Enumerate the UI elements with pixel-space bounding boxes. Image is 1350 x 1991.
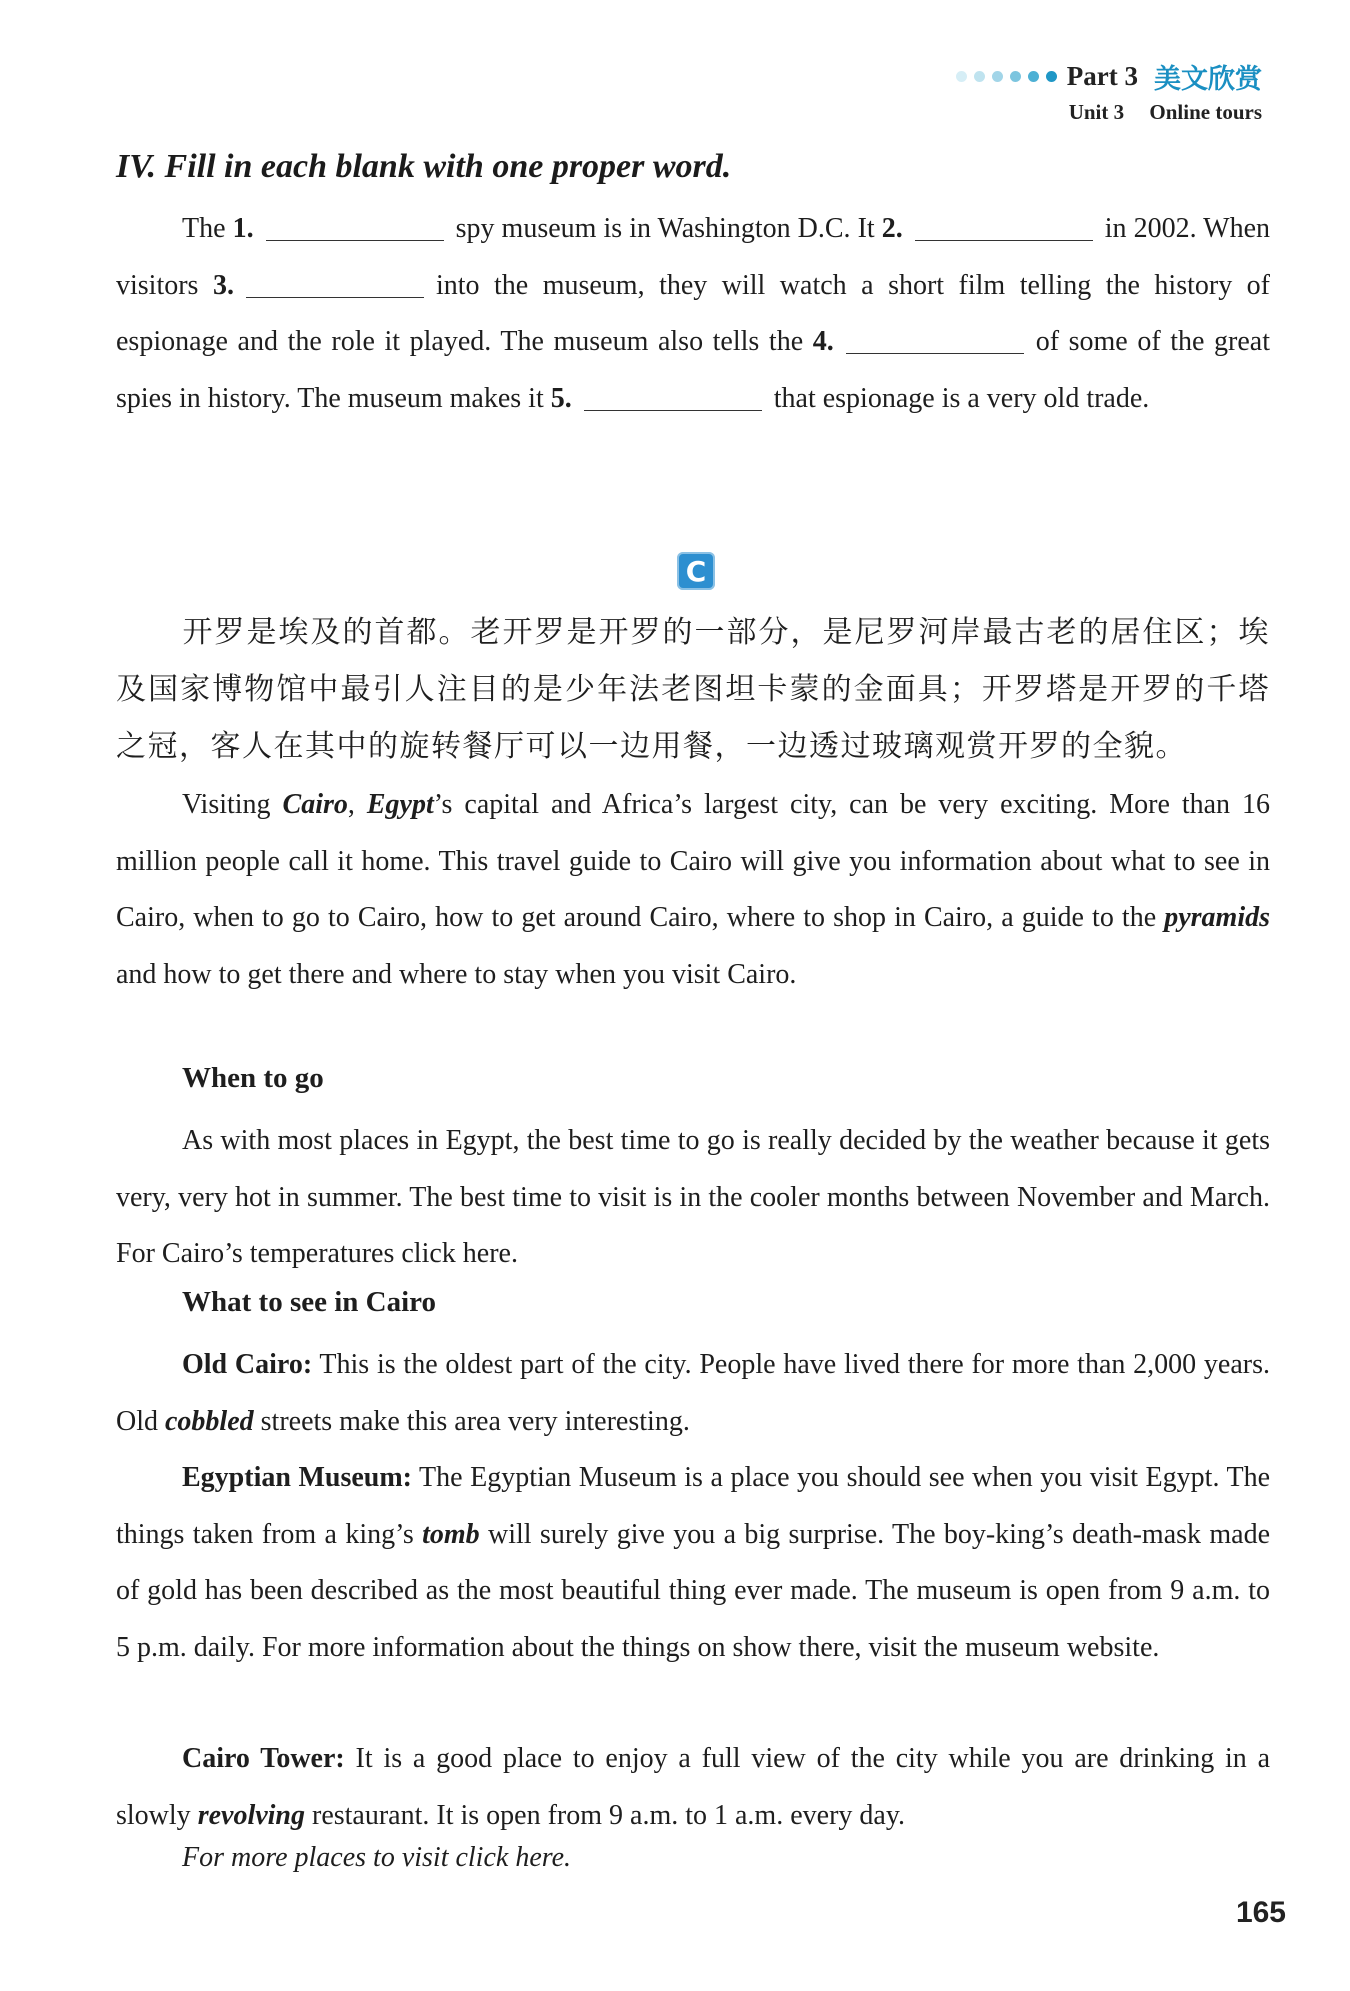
unit-title: Online tours: [1149, 100, 1262, 124]
part-label: Part 3: [1066, 60, 1138, 91]
dot-icon: [974, 71, 985, 82]
exercise-text: of some of the great spies in history. The museum makes it: [116, 326, 1271, 414]
exercise-text: spy museum is in Washington D.C. It: [455, 213, 875, 244]
keyword: Cairo: [282, 789, 348, 820]
dot-icon: [992, 71, 1003, 82]
section-heading-what: What to see in Cairo: [182, 1286, 437, 1318]
article-text: The Egyptian Museum is a place you should see when you visit Egypt. The things taken from a king’s: [116, 1462, 1270, 1550]
chinese-intro: [116, 604, 1270, 775]
keyword: tomb: [422, 1518, 480, 1550]
blank-number: 2.: [881, 213, 903, 244]
article-text: will surely give you a big surprise. The boy-king’s death-mask made of gold has been described as the most beautiful thing ever made. The museum is open from 9 a.m. to 5 p.m. daily. For more information about the things on show there, visit the museum website.: [116, 1518, 1270, 1663]
article-text: and how to get there and where to stay when you visit Cairo.: [116, 958, 797, 990]
blank-number: 4.: [812, 326, 834, 357]
answer-blank[interactable]: [266, 212, 444, 241]
blank-number: 1.: [232, 213, 254, 244]
answer-blank[interactable]: [246, 269, 424, 298]
article-text: Visiting: [182, 789, 271, 820]
article-text: It is a good place to enjoy a full view of the city while you are drinking in a slowly: [116, 1743, 1271, 1831]
dot-icon: [1046, 71, 1057, 82]
place-name: Cairo Tower:: [182, 1743, 345, 1774]
unit-label: Unit 3: [1068, 100, 1125, 124]
blank-number: 3.: [212, 269, 234, 301]
keyword: cobbled: [165, 1405, 254, 1437]
decorative-dots: [949, 71, 1057, 82]
article-paragraph-intro: [116, 777, 1270, 1003]
dot-icon: [956, 71, 967, 82]
place-name: Old Cairo:: [182, 1349, 313, 1380]
section-badge: C: [677, 552, 715, 590]
exercise-text: into the museum, they will watch a short film telling the history of espionage and the role it played. The museum also tells the: [116, 269, 1271, 357]
exercise-text: 2002. When visitors: [116, 213, 1271, 301]
answer-blank[interactable]: [584, 382, 762, 411]
section-heading-when: When to go: [182, 1062, 324, 1094]
exercise-text: that espionage is a very old trade.: [773, 382, 1150, 414]
keyword: revolving: [197, 1799, 305, 1831]
exercise-paragraph: [116, 201, 1270, 427]
part-title-zh: 美文欣赏: [1154, 63, 1262, 95]
article-text: restaurant. It is open from 9 a.m. to 1 a.m. every day.: [312, 1799, 906, 1831]
running-header: [949, 56, 1262, 125]
article-text: ’s capital and Africa’s largest city, can be very exciting. More than 16 million people call it home. This travel guide to Cairo will give you information about what to see in Cairo, when to go to Cairo, how to get around Cairo, where to shop in Cairo, a guide to the: [116, 789, 1271, 933]
keyword: pyramids: [1164, 902, 1270, 933]
dot-icon: [1010, 71, 1021, 82]
place-name: Egyptian Museum:: [182, 1462, 413, 1493]
article-paragraph-museum: [116, 1450, 1270, 1676]
answer-blank[interactable]: [915, 212, 1093, 241]
blank-number: 5.: [550, 382, 572, 414]
exercise-text: The: [182, 213, 226, 244]
article-text: ,: [347, 789, 355, 820]
article-paragraph-tower: [116, 1731, 1270, 1844]
exercise-text: in: [1104, 213, 1127, 244]
page-number: 165: [1235, 1896, 1286, 1929]
more-places-link[interactable]: For more places to visit click here.: [182, 1842, 572, 1873]
chinese-intro-text: 开罗是埃及的首都。老开罗是开罗的一部分，是尼罗河岸最古老的居住区；埃及国家博物馆中最引人注目的是少年法老图坦卡蒙的金面具；开罗塔是开罗的千塔之冠，客人在其中的旋转餐厅可以一边用餐，一边透过玻璃观赏开罗的全貌。: [116, 615, 1270, 764]
dot-icon: [1028, 71, 1039, 82]
answer-blank[interactable]: [846, 325, 1024, 354]
exercise-title: IV. Fill in each blank with one proper word.: [116, 148, 732, 185]
article-text: As with most places in Egypt, the best time to go is really decided by the weather because it gets very, very hot in summer. The best time to visit is in the cooler months between November and March. For Cairo’s temperatures click here.: [116, 1125, 1270, 1269]
article-text: This is the oldest part of the city. People have lived there for more than 2,000 years. Old: [116, 1349, 1270, 1437]
article-text: streets make this area very interesting.: [260, 1405, 690, 1437]
keyword: Egypt: [366, 789, 434, 820]
article-paragraph-old-cairo: [116, 1337, 1270, 1450]
article-paragraph-when: [116, 1113, 1270, 1283]
